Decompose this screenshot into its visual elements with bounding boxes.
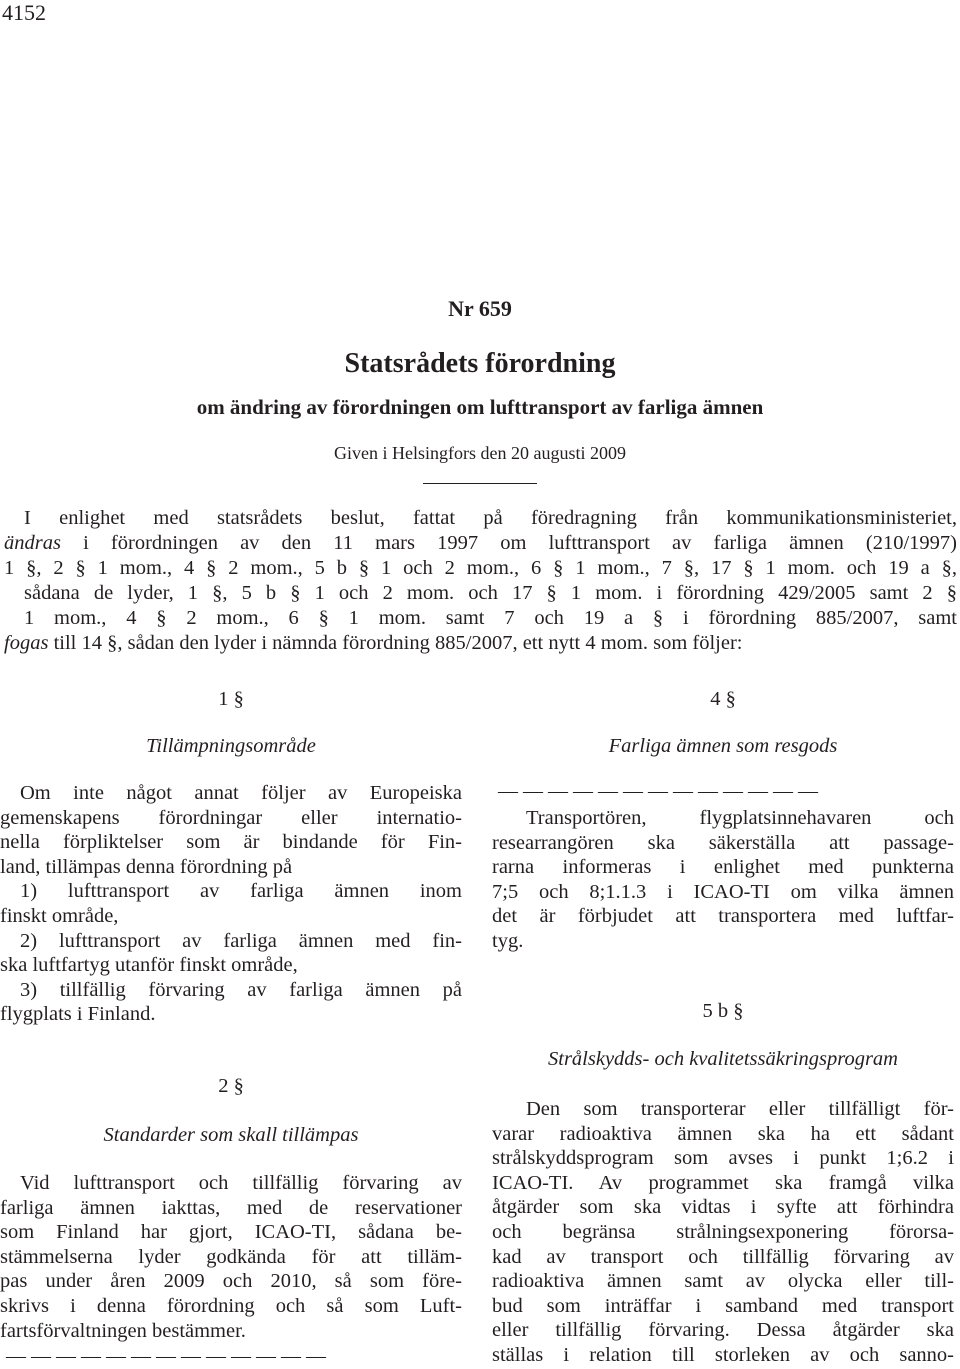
body-line: åtgärder som ska vidtas i syfte att förhindra — [492, 1196, 954, 1219]
preamble-line: 1 mom., 4 § 2 mom., 6 § 1 mom. samt 7 och 19 a § i förordning 885/2007, samt — [24, 607, 957, 629]
section-body — [0, 1171, 462, 1343]
document-title: Statsrådets förordning — [344, 348, 616, 379]
preamble-line: sådana de lyder, 1 §, 5 b § 1 och 2 mom. och 17 § 1 mom. i förordning 429/2005 samt 2 § — [24, 582, 957, 604]
body-line: ställas i relation till storleken av och sanno- — [492, 1343, 954, 1366]
section-heading: Standarder som skall tillämpas — [103, 1124, 359, 1146]
body-line: stämmelserna lyder godkända för att tilläm- — [0, 1245, 462, 1268]
preamble-keyword: ändras — [4, 532, 61, 554]
preamble — [4, 506, 957, 656]
body-line: strålskyddsprogram som avses i punkt 1;6.2 i — [492, 1147, 954, 1170]
body-line: land, tillämpas denna förordning på — [0, 855, 293, 878]
body-line: kad av transport och tillfällig förvaring av — [492, 1245, 954, 1268]
body-line: farliga ämnen iakttas, med de reservationer — [0, 1196, 462, 1219]
body-line: rarna informeras i enlighet med punkterna — [492, 856, 954, 879]
title-divider — [423, 483, 537, 484]
section-heading: Farliga ämnen som resgods — [608, 735, 838, 757]
body-line: flygplats i Finland. — [0, 1003, 156, 1026]
body-line: 2) lufttransport av farliga ämnen med fin- — [20, 929, 462, 952]
body-line: varar radioaktiva ämnen ska ha ett sådant — [492, 1122, 954, 1145]
section-number: 4 § — [710, 688, 736, 710]
body-line: 3) tillfällig förvaring av farliga ämnen på — [20, 978, 462, 1001]
body-line: eller tillfällig förvaring. Dessa åtgärder ska — [492, 1319, 954, 1342]
body-line: pas under åren 2009 och 2010, så som före- — [0, 1270, 462, 1293]
body-line: ICAO-TI. Av programmet ska framgå vilka — [492, 1171, 954, 1194]
omission-dashes: — — — — — — — — — — — — — — [498, 780, 818, 802]
preamble-keyword: fogas — [4, 632, 49, 654]
preamble-line: 1 §, 2 § 1 mom., 4 § 2 mom., 5 b § 1 och 2 mom., 6 § 1 mom., 7 §, 17 § 1 mom. och 19 a §, — [4, 557, 957, 579]
body-line: gemenskapens förordningar eller internatio- — [0, 806, 462, 829]
section-heading: Strålskydds- och kvalitetssäkringsprogram — [548, 1048, 898, 1070]
body-line: 7;5 och 8;1.1.3 i ICAO-TI om vilka ämnen — [492, 880, 954, 903]
preamble-line: fogas till 14 §, sådan den lyder i nämnda förordning 885/2007, ett nytt 4 mom. som följer: — [4, 632, 743, 654]
section-body — [492, 806, 954, 954]
body-line: Om inte något annat följer av Europeiska — [20, 782, 462, 804]
section-body — [0, 781, 462, 1027]
body-line: nella förpliktelser som är bindande för Fin- — [0, 831, 462, 854]
omission-dashes: — — — — — — — — — — — — — — [6, 1345, 326, 1367]
body-line: ska luftfartyg utanför finskt område, — [0, 954, 298, 977]
body-line: det är förbjudet att transportera med luftfar- — [492, 905, 954, 928]
preamble-line: ändras i förordningen av den 11 mars 1997 om lufttransport av farliga ämnen (210/1997) — [4, 532, 957, 554]
section-body — [492, 1097, 954, 1368]
body-line: 1) lufttransport av farliga ämnen inom — [20, 880, 462, 903]
body-line: bud som inträffar i samband med transport — [492, 1294, 954, 1317]
body-line: Vid lufttransport och tillfällig förvaring av — [20, 1172, 462, 1194]
section-number: 1 § — [218, 688, 244, 710]
section-number: 5 b § — [702, 1000, 744, 1022]
body-line: skrivs i denna förordning och så som Luft- — [0, 1294, 462, 1317]
page-number: 4152 — [2, 0, 46, 25]
document-subtitle: om ändring av förordningen om lufttransport av farliga ämnen — [196, 395, 764, 419]
body-line: Den som transporterar eller tillfälligt för- — [526, 1098, 954, 1120]
regulation-number: Nr 659 — [448, 296, 512, 321]
body-line: Transportören, flygplatsinnehavaren och — [526, 807, 954, 829]
body-line: och begränsa strålningsexponering förorsa- — [492, 1220, 954, 1243]
body-line: fartsförvaltningen bestämmer. — [0, 1319, 246, 1342]
body-line: radioaktiva ämnen samt av olycka eller till- — [492, 1270, 954, 1293]
preamble-line: I enlighet med statsrådets beslut, fattat på föredragning från kommunikationsministeriet, — [24, 507, 957, 529]
body-line: som Finland har gjort, ICAO-TI, sådana be- — [0, 1221, 462, 1244]
body-line: finskt område, — [0, 904, 119, 927]
given-date: Given i Helsingfors den 20 augusti 2009 — [334, 443, 626, 463]
section-heading: Tillämpningsområde — [146, 735, 316, 757]
section-number: 2 § — [218, 1075, 244, 1097]
body-line: tyg. — [492, 929, 524, 952]
body-line: researrangören ska säkerställa att passage- — [492, 831, 954, 854]
